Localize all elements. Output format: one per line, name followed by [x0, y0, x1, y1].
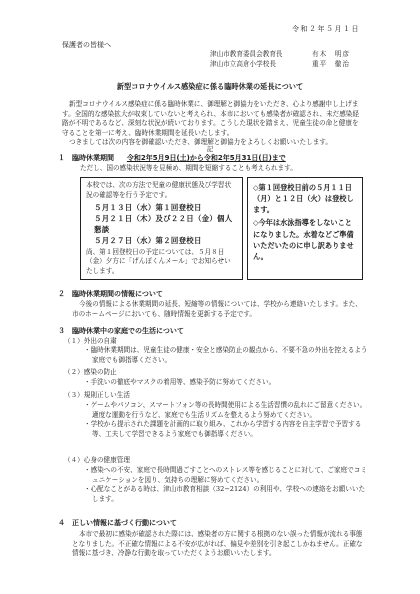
letter-date: 令和２年５月１日: [292, 25, 360, 33]
bullet-list: [84, 401, 368, 439]
subsection-title: （２）感染の防止: [64, 368, 117, 376]
closure-period: 令和2年5月9日(土)から令和2年5月31日(日)まで: [126, 154, 286, 162]
intro-paragraph: 新型コロナウイルス感染症に係る臨時休業に、御理解と御協力をいただき、心より感謝申し上げます。全国的な感染拡大が収束していないと考えられ、本市においても感染者が確認され、未だ感染経路が不明であるなど、深刻な状況が続いております。こうした現状を踏まえ、児童生徒の命と健康を守ることを第一に考え、臨時休業期間を延長いたします。: [62, 100, 359, 137]
bullet-item: ・学校から提示された課題を計画的に取り組み、これから学習する内容を自主学習で予習する等、工夫して学習できるよう家庭でも御指導ください。: [84, 420, 362, 438]
schedule-item: ５月２７日（水）第２回登校日: [94, 236, 202, 246]
notice-box: [247, 177, 363, 280]
schedule-box: [80, 177, 243, 280]
schedule-list: [94, 202, 237, 246]
period-note: ただし、国の感染状況等を見極め、期間を短縮することも考えられます。: [80, 164, 297, 172]
document-title: 新型コロナウイルス感染症に係る臨時休業の延長について: [116, 82, 304, 91]
recipient: 保護者の皆様へ: [62, 41, 111, 49]
bullet-item: ・手洗いの徹底やマスクの着用等、感染予防に努めてください。: [84, 378, 276, 386]
section-3-heading: ３ 臨時休業中の家庭での生活について: [58, 327, 184, 335]
sender-organization: 津山市立高倉小学校長: [210, 60, 276, 68]
schedule-note: 尚、第１回登校日の予定については、５月８日（金）夕方に「げんぽくんメール」でお知らせいたします。: [86, 247, 231, 275]
subsection-title: （１）外出の自粛: [64, 337, 117, 345]
schedule-item: ５月１３日（水）第１回登校日: [94, 203, 202, 213]
notice-item: ◇今年は水泳指導をしないことになりました。水着などご準備いただいたのに申し訳ありません。: [253, 218, 354, 261]
bullet-item: ・感染への不安、家庭で長時間過ごすことへのストレス等を感じることに対して、ご家庭でコミュニケーションを図り、気持ちの理解に努めてください。: [84, 466, 367, 484]
section-1-heading: [58, 153, 286, 163]
section-1-title: １ 臨時休業期間: [58, 154, 114, 162]
bullet-list: [84, 466, 368, 504]
intro-paragraph: つきましては次の内容を御確認いただき、御理解と御協力をよろしくお願いいたします。: [69, 138, 332, 147]
sender-name: 有木 明彦: [312, 50, 350, 58]
bullet-item: ・ゲームやパソコン、スマートフォン等の長時間使用による生活習慣の乱れにご留意ください。適度な運動を行うなど、家庭でも生活リズムを整えるよう努めてください。: [84, 401, 367, 419]
sender-block: [210, 50, 360, 70]
sender-row: [210, 60, 360, 70]
intro-text: [62, 100, 360, 148]
sender-organization: 津山市教育委員会教育長: [210, 50, 283, 58]
bullet-list: [84, 346, 368, 365]
section-4-body: 本市で最初に感染が確認された際には、感染者の方に関する根拠のない誤った情報が流れる事態となりました。不正確な情報による不安が広がれば、偏見や差別を引き起こしかねません。正確な情報に基づき、冷静な行動を取っていただくようお願いいたします。: [72, 530, 363, 558]
bullet-item: ・臨時休業期間は、児童生徒の健康・安全と感染防止の観点から、不要不急の外出を控えるよう家庭でも御指導ください。: [84, 346, 368, 364]
subsection-title: （４）心身の健康管理: [64, 456, 130, 464]
schedule-item: ５月２１日（木）及び２２日（金）個人懇談: [94, 214, 233, 235]
schedule-intro: 本校では、次の方法で児童の健康状態及び学習状況の確認等を行う予定です。: [86, 181, 232, 199]
subsection-title: （３）規則正しい生活: [64, 391, 130, 399]
section-2-heading: ２ 臨時休業期間の情報について: [58, 290, 163, 298]
ki-marker: 記: [206, 145, 214, 153]
section-4-heading: ４ 正しい情報に基づく行動について: [58, 519, 177, 527]
bullet-item: ・心配なことがある時は、津山市教育相談（32−2124）の利用や、学校への連絡をお願いいたします。: [84, 485, 366, 503]
sender-name: 重平 徹治: [312, 60, 350, 68]
section-2-body: 今後の情報による休業期間の延長、短縮等の情報については、学校から連絡いたします。また、市のホームページにおいても、随時情報を更新する予定です。: [72, 300, 362, 318]
sender-row: [210, 50, 360, 60]
bullet-list: [84, 378, 368, 388]
notice-item: ◇第１回登校日前の５月１１日（月）と１２日（火）は登校します。: [253, 183, 354, 215]
